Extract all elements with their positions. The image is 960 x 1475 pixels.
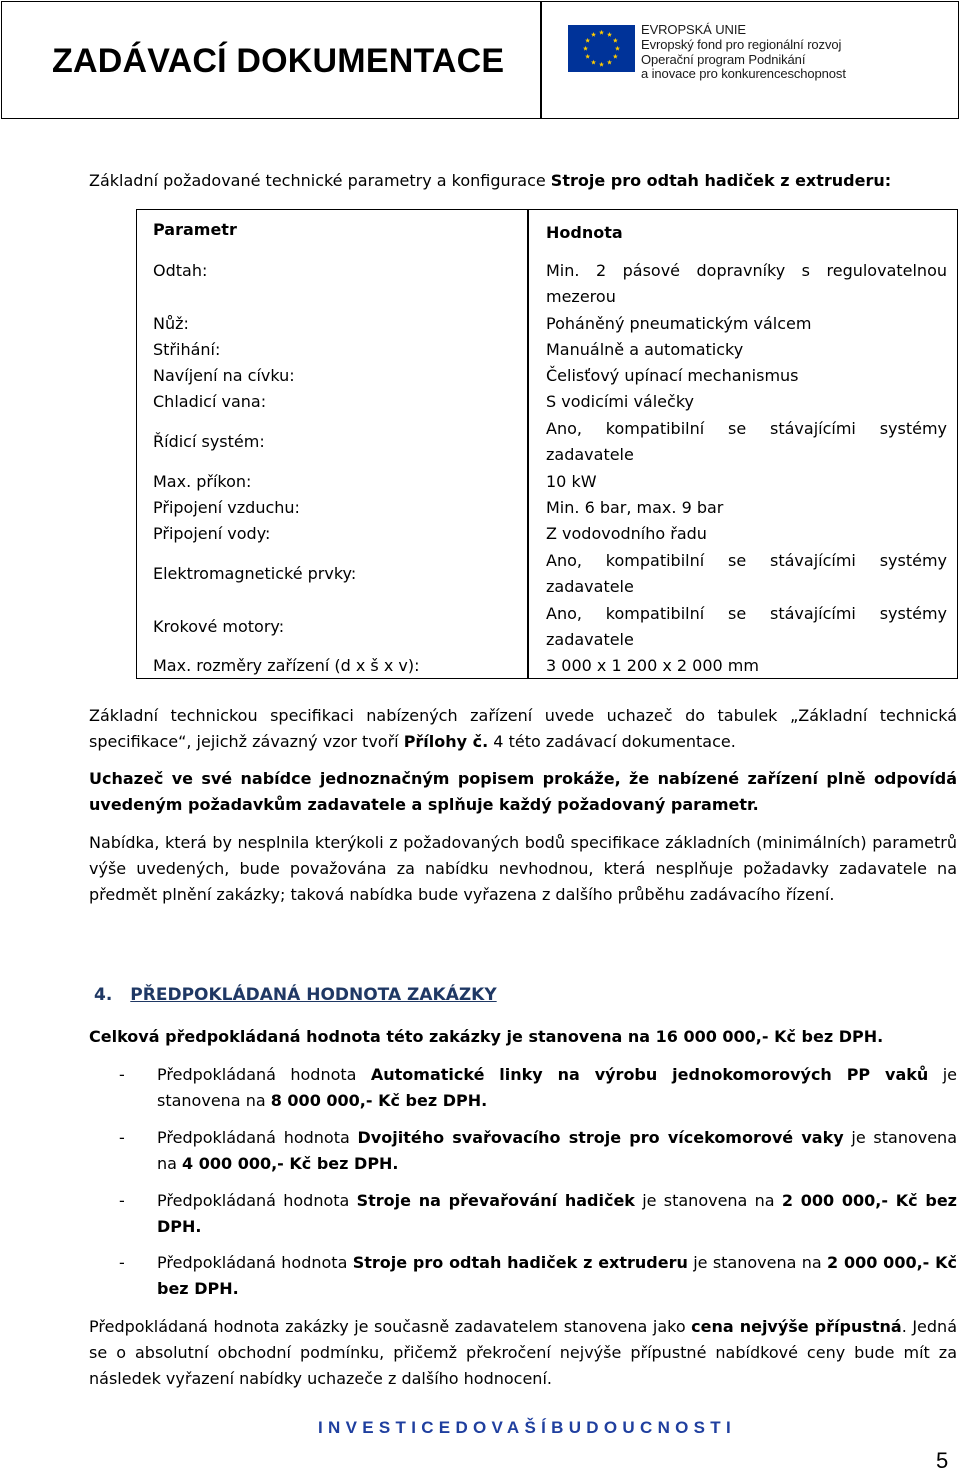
param-value: Poháněný pneumatickým válcem [546, 314, 812, 333]
paragraph-text: 4 této zadávací dokumentace. [488, 732, 736, 751]
bullet-part: je stanovena na [157, 1128, 958, 1173]
bullet-bold: 4 000 000,- Kč bez DPH. [182, 1154, 399, 1173]
bullet-text [157, 1188, 957, 1240]
param-value-line: Ano, kompatibilní se stávajícími systémy [546, 604, 947, 623]
param-value-line: Ano, kompatibilní se stávajícími systémy [546, 419, 947, 438]
param-name: Odtah: [153, 261, 208, 280]
param-value [546, 258, 947, 310]
param-value-line: zadavatele [546, 445, 634, 464]
param-name: Řídicí systém: [153, 432, 265, 451]
eu-star-icon [607, 32, 612, 37]
bullet-part: Předpokládaná hodnota [157, 1128, 358, 1147]
document-title: ZADÁVACÍ DOKUMENTACE [52, 42, 505, 80]
param-name: Nůž: [153, 314, 189, 333]
paragraph-requirement: Uchazeč ve své nabídce jednoznačným popisem prokáže, že nabízené zařízení plně odpovídá uvedeným požadavkům zadavatele a splňuje každý požadovaný parametr. [89, 769, 957, 814]
eu-line: EVROPSKÁ UNIE [641, 22, 746, 37]
bullet-dash: - [119, 1191, 125, 1210]
eu-star-icon [585, 38, 590, 43]
param-value: 10 kW [546, 472, 597, 491]
eu-star-icon [599, 30, 604, 35]
list-item [119, 1250, 957, 1302]
bullet-bold: 2 000 000,- Kč bez DPH. [157, 1253, 957, 1298]
bullet-bold: 2 000 000,- Kč bez DPH. [157, 1191, 957, 1236]
paragraph-bold: cena nejvýše přípustná [691, 1317, 902, 1336]
header-parametr: Parametr [153, 220, 237, 239]
eu-star-icon [591, 60, 596, 65]
header-hodnota: Hodnota [546, 223, 623, 242]
eu-star-icon [613, 54, 618, 59]
paragraph-rejection: Nabídka, která by nesplnila kterýkoli z požadovaných bodů specifikace základních (minimálních) parametrů výše uvedených, bude považována za nabídku nevhodnou, která nesplňuje požadavky zadavatele na předmět plnění zakázky; taková nabídka bude vyřazena z dalšího průběhu zadávacího řízení. [89, 833, 957, 904]
paragraph-text: Základní technickou specifikaci nabízených zařízení uvede uchazeč do tabulek „Základní technická specifikace“, jejichž závazný vzor tvoří [89, 706, 957, 751]
bullet-dash: - [119, 1128, 125, 1147]
list-item [119, 1188, 957, 1240]
paragraph-bold: Přílohy č. [403, 732, 489, 751]
param-value [546, 548, 947, 600]
eu-line: Operační program Podnikání [641, 51, 806, 67]
param-name: Připojení vzduchu: [153, 498, 300, 517]
param-value [546, 601, 947, 653]
param-name: Chladicí vana: [153, 392, 267, 411]
eu-star-icon [607, 60, 612, 65]
bullet-text [157, 1125, 957, 1177]
section-heading [94, 985, 497, 1005]
eu-star-icon [599, 62, 604, 67]
param-name: Připojení vody: [153, 524, 271, 543]
eu-star-icon [585, 54, 590, 59]
parameters-table [136, 209, 958, 679]
bullet-bold: 8 000 000,- Kč bez DPH. [270, 1091, 488, 1110]
paragraph-text: Předpokládaná hodnota zakázky je současně zadavatelem stanovena jako [89, 1317, 692, 1336]
param-value-line: Ano, kompatibilní se stávajícími systémy [546, 551, 947, 570]
bullet-bold: Stroje na převařování hadiček [356, 1191, 635, 1210]
param-name: Max. příkon: [153, 472, 252, 491]
eu-star-icon [583, 46, 588, 51]
bullet-bold: Stroje pro odtah hadiček z extruderu [352, 1253, 688, 1272]
param-value-line: Min. 2 pásové dopravníky s regulovatelnou [546, 261, 947, 280]
eu-star-icon [591, 32, 596, 37]
eu-star-icon [615, 46, 620, 51]
header-divider [540, 2, 542, 118]
bullet-text [157, 1062, 957, 1114]
footer-slogan: INVESTICEDOVAŠÍBUDOUCNOSTI [318, 1418, 737, 1437]
param-value-line: mezerou [546, 287, 616, 306]
paragraph-text: . Jedná se o absolutní obchodní podmínku, přičemž překročení nejvýše přípustné nabídkové ceny bude mít za následek vyřazení nabídky uchazeče z dalšího hodnocení. [89, 1317, 958, 1388]
paragraph-max-price [89, 1314, 957, 1392]
param-value: 3 000 x 1 200 x 2 000 mm [546, 656, 759, 675]
intro-prefix: Základní požadované technické parametry a konfigurace [89, 171, 551, 190]
table-column-divider [527, 210, 529, 678]
section-number: 4. [94, 985, 113, 1005]
param-value [546, 416, 947, 468]
param-name: Navíjení na cívku: [153, 366, 295, 385]
intro-machine-name: Stroje pro odtah hadiček z extruderu: [550, 171, 892, 190]
eu-stars-icon [568, 25, 635, 72]
bullet-part: je stanovena na [157, 1065, 958, 1110]
eu-line: a inovace pro konkurenceschopnost [641, 66, 846, 82]
param-value-line: zadavatele [546, 577, 634, 596]
eu-line: Evropský fond pro regionální rozvoj [641, 36, 842, 52]
bullet-part: Předpokládaná hodnota [157, 1191, 357, 1210]
total-value-statement: Celková předpokládaná hodnota této zakázky je stanovena na 16 000 000,- Kč bez DPH. [89, 1027, 884, 1046]
bullet-text [157, 1250, 957, 1302]
bullet-part: Předpokládaná hodnota [157, 1253, 353, 1272]
param-name: Krokové motory: [153, 617, 285, 636]
bullet-bold: Dvojitého svařovacího stroje pro vícekomorové vaky [357, 1128, 844, 1147]
param-name: Střihání: [153, 340, 221, 359]
param-name: Elektromagnetické prvky: [153, 564, 357, 583]
param-value: Manuálně a automaticky [546, 340, 744, 359]
param-name: Max. rozměry zařízení (d x š x v): [153, 656, 420, 675]
list-item [119, 1062, 957, 1114]
section-title: PŘEDPOKLÁDANÁ HODNOTA ZAKÁZKY [130, 985, 497, 1005]
bullet-dash: - [119, 1253, 125, 1272]
bullet-bold: Automatické linky na výrobu jednokomorových PP vaků [370, 1065, 929, 1084]
page-number: 5 [936, 1448, 949, 1473]
paragraph-specification [89, 703, 957, 755]
bullet-part: je stanovena na [634, 1191, 782, 1210]
param-value: Z vodovodního řadu [546, 524, 707, 543]
eu-flag-logo [568, 25, 635, 72]
param-value: S vodicími válečky [546, 392, 694, 411]
eu-program-text [641, 23, 846, 82]
param-value: Min. 6 bar, max. 9 bar [546, 498, 724, 517]
bullet-part: Předpokládaná hodnota [157, 1065, 371, 1084]
param-value-line: zadavatele [546, 630, 634, 649]
bullet-part: je stanovena na [687, 1253, 828, 1272]
eu-star-icon [613, 38, 618, 43]
intro-text [89, 171, 891, 190]
param-value: Čelisťový upínací mechanismus [546, 366, 799, 385]
list-item [119, 1125, 957, 1177]
bullet-dash: - [119, 1065, 125, 1084]
